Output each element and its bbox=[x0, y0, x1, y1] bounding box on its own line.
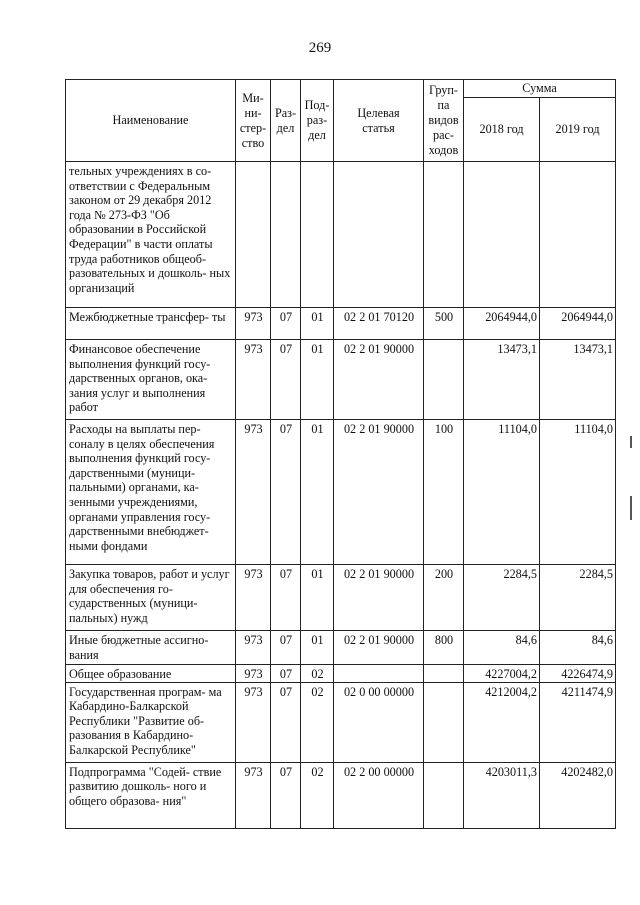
row-name: Иные бюджетные ассигно- вания bbox=[66, 631, 236, 665]
row-subsection bbox=[301, 162, 334, 308]
row-article: 02 2 00 00000 bbox=[334, 762, 424, 828]
row-subsection: 01 bbox=[301, 308, 334, 340]
row-section: 07 bbox=[271, 565, 301, 631]
row-name: Закупка товаров, работ и услуг для обеспечения го- сударственных (муници- пальных) нужд bbox=[66, 565, 236, 631]
row-sum-2018: 2284,5 bbox=[464, 565, 540, 631]
row-section: 07 bbox=[271, 308, 301, 340]
scan-margin-mark bbox=[630, 496, 632, 520]
table-row bbox=[66, 682, 616, 762]
scan-margin-mark bbox=[630, 436, 632, 448]
row-subsection: 02 bbox=[301, 762, 334, 828]
budget-table bbox=[65, 79, 616, 829]
row-sum-2018 bbox=[464, 162, 540, 308]
row-section: 07 bbox=[271, 682, 301, 762]
row-section: 07 bbox=[271, 340, 301, 420]
row-subsection: 02 bbox=[301, 665, 334, 683]
row-section: 07 bbox=[271, 631, 301, 665]
row-ministry: 973 bbox=[236, 420, 271, 565]
row-article bbox=[334, 665, 424, 683]
header-expense-group: Груп- па видов рас- ходов bbox=[424, 80, 464, 162]
table-row bbox=[66, 420, 616, 565]
row-name: Общее образование bbox=[66, 665, 236, 683]
row-ministry: 973 bbox=[236, 762, 271, 828]
table-row bbox=[66, 762, 616, 828]
row-sum-2018: 4212004,2 bbox=[464, 682, 540, 762]
row-subsection: 01 bbox=[301, 565, 334, 631]
row-article: 02 2 01 90000 bbox=[334, 565, 424, 631]
row-ministry: 973 bbox=[236, 308, 271, 340]
row-ministry: 973 bbox=[236, 665, 271, 683]
row-section: 07 bbox=[271, 420, 301, 565]
header-sum: Сумма bbox=[464, 80, 616, 98]
row-name: Межбюджетные трансфер- ты bbox=[66, 308, 236, 340]
row-name: Финансовое обеспечение выполнения функций госу- дарственных органов, ока- зания услуг и выполнения работ bbox=[66, 340, 236, 420]
table-row bbox=[66, 162, 616, 308]
row-name: Государственная програм- ма Кабардино-Балкарской Республики "Развитие об- разования в Кабардино- Балкарской Республике" bbox=[66, 682, 236, 762]
row-group: 800 bbox=[424, 631, 464, 665]
header-target-article: Целевая статья bbox=[334, 80, 424, 162]
row-name: тельных учреждениях в со- ответствии с Федеральным законом от 29 декабря 2012 года № 273-ФЗ "Об образовании в Российской Федерации" в части оплаты труда работников общеоб- разовательных и дошколь- ных организаций bbox=[66, 162, 236, 308]
row-subsection: 01 bbox=[301, 340, 334, 420]
row-group: 200 bbox=[424, 565, 464, 631]
row-sum-2018: 84,6 bbox=[464, 631, 540, 665]
row-sum-2019: 4211474,9 bbox=[540, 682, 616, 762]
row-sum-2018: 13473,1 bbox=[464, 340, 540, 420]
row-group: 100 bbox=[424, 420, 464, 565]
row-ministry: 973 bbox=[236, 565, 271, 631]
row-sum-2019: 13473,1 bbox=[540, 340, 616, 420]
row-sum-2018: 4203011,3 bbox=[464, 762, 540, 828]
row-article: 02 2 01 90000 bbox=[334, 420, 424, 565]
row-group bbox=[424, 682, 464, 762]
row-sum-2018: 2064944,0 bbox=[464, 308, 540, 340]
row-group bbox=[424, 162, 464, 308]
header-subsection: Под- раз- дел bbox=[301, 80, 334, 162]
header-section: Раз- дел bbox=[271, 80, 301, 162]
row-name: Расходы на выплаты пер- соналу в целях обеспечения выполнения функций госу- дарственными (муници- пальными) органами, ка- зенными учреждениями, органами управления госу- дарственными внебюджет- ными фондами bbox=[66, 420, 236, 565]
row-article: 02 0 00 00000 bbox=[334, 682, 424, 762]
row-sum-2019: 4202482,0 bbox=[540, 762, 616, 828]
row-group: 500 bbox=[424, 308, 464, 340]
row-subsection: 01 bbox=[301, 420, 334, 565]
row-article: 02 2 01 90000 bbox=[334, 631, 424, 665]
row-ministry: 973 bbox=[236, 340, 271, 420]
row-article: 02 2 01 90000 bbox=[334, 340, 424, 420]
row-ministry: 973 bbox=[236, 682, 271, 762]
table-row bbox=[66, 631, 616, 665]
table-row bbox=[66, 340, 616, 420]
row-ministry: 973 bbox=[236, 631, 271, 665]
row-sum-2019: 2284,5 bbox=[540, 565, 616, 631]
row-sum-2019: 11104,0 bbox=[540, 420, 616, 565]
row-section: 07 bbox=[271, 762, 301, 828]
row-sum-2018: 4227004,2 bbox=[464, 665, 540, 683]
row-subsection: 02 bbox=[301, 682, 334, 762]
row-article: 02 2 01 70120 bbox=[334, 308, 424, 340]
row-section: 07 bbox=[271, 665, 301, 683]
row-group bbox=[424, 665, 464, 683]
row-section bbox=[271, 162, 301, 308]
row-sum-2019: 2064944,0 bbox=[540, 308, 616, 340]
row-sum-2019: 84,6 bbox=[540, 631, 616, 665]
row-article bbox=[334, 162, 424, 308]
row-sum-2019: 4226474,9 bbox=[540, 665, 616, 683]
header-name: Наименование bbox=[66, 80, 236, 162]
row-ministry bbox=[236, 162, 271, 308]
header-year-2019: 2019 год bbox=[540, 97, 616, 161]
row-sum-2019 bbox=[540, 162, 616, 308]
table-row bbox=[66, 665, 616, 683]
table-row bbox=[66, 565, 616, 631]
row-group bbox=[424, 340, 464, 420]
row-name: Подпрограмма "Содей- ствие развитию дошколь- ного и общего образова- ния" bbox=[66, 762, 236, 828]
header-ministry: Ми- ни- стер- ство bbox=[236, 80, 271, 162]
row-subsection: 01 bbox=[301, 631, 334, 665]
table-row bbox=[66, 308, 616, 340]
header-year-2018: 2018 год bbox=[464, 97, 540, 161]
page-number: 269 bbox=[308, 40, 332, 56]
row-group bbox=[424, 762, 464, 828]
row-sum-2018: 11104,0 bbox=[464, 420, 540, 565]
